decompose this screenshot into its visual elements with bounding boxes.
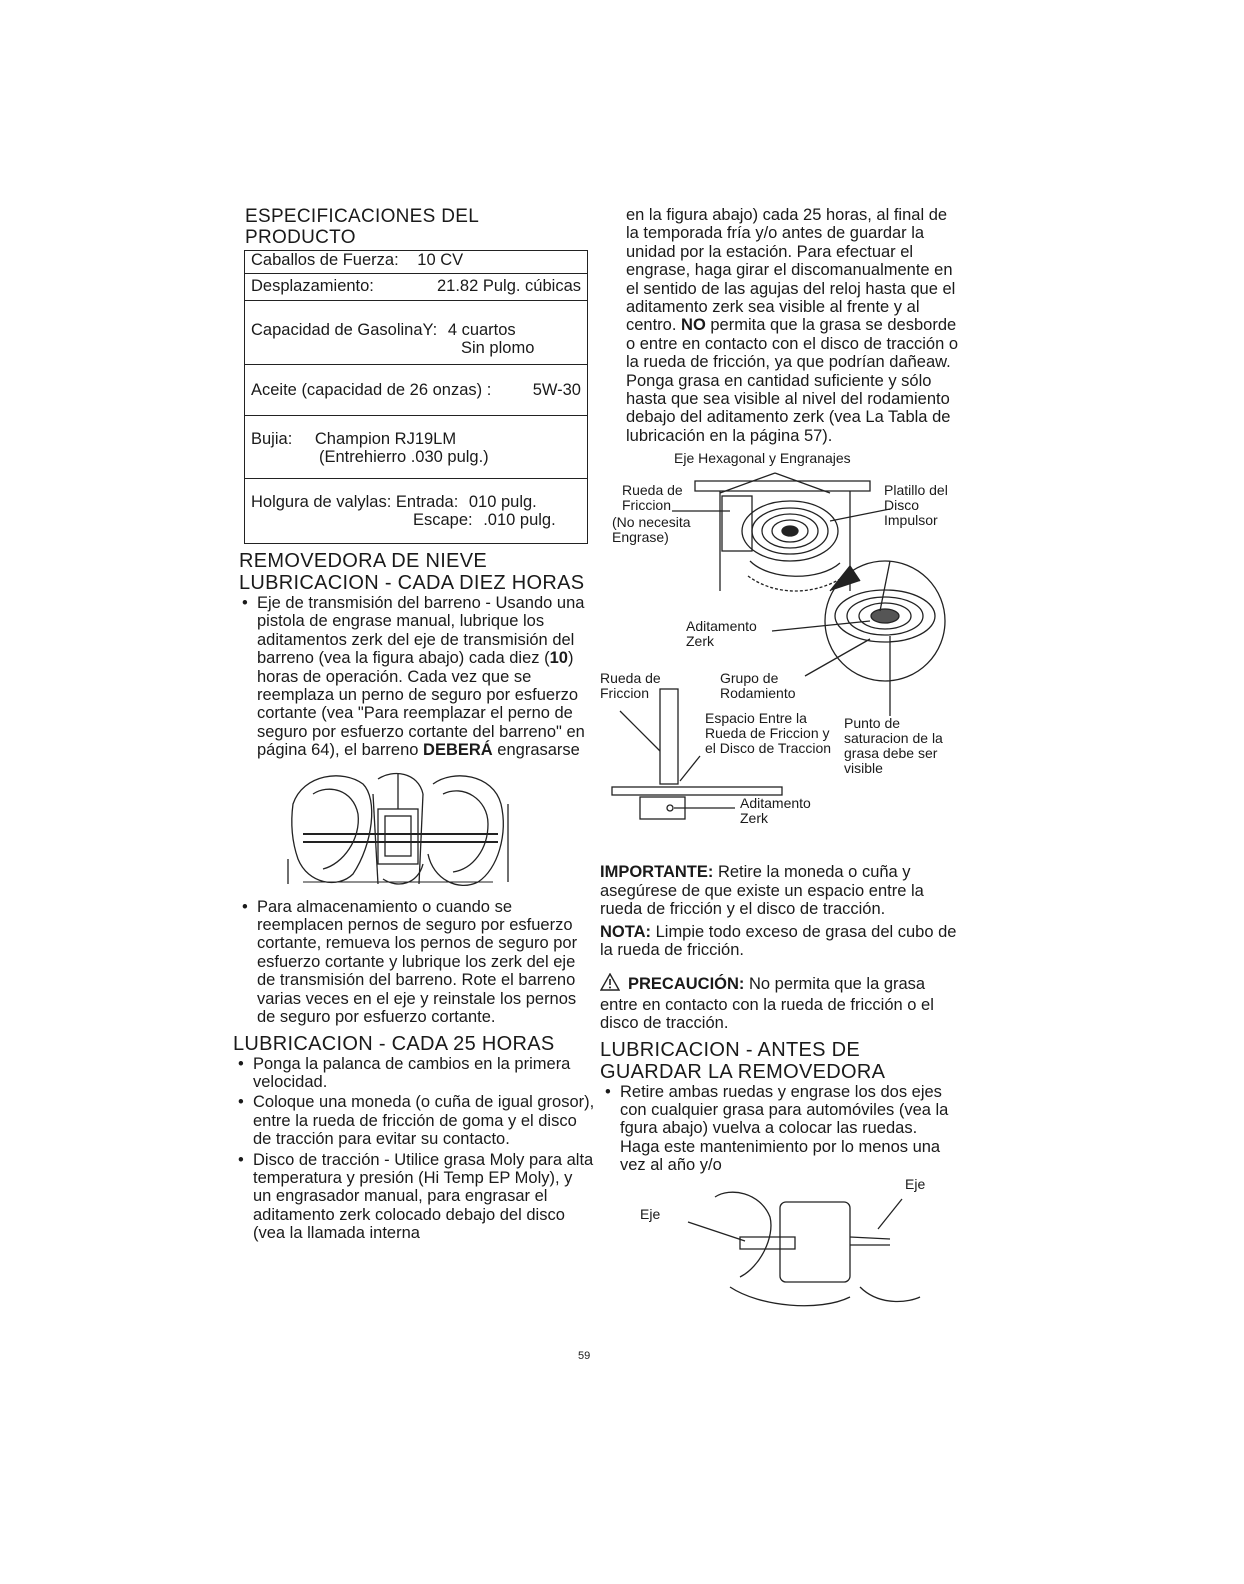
- label-zerk-fitting-2: Aditamento Zerk: [740, 795, 811, 827]
- section-title-snowthrower: REMOVEDORA DE NIEVE: [239, 550, 487, 572]
- spec-row-oil: [245, 365, 587, 416]
- paragraph-text: Limpie todo exceso de grasa del cubo de la rueda de fricción.: [600, 922, 957, 959]
- paragraph-text: permita que la grasa se desborde o entre en contacto con el disco de tracción o la rueda de fricción, ya que podrían dañeaw. Ponga grasa en cantidad suficiente y sólo hasta que sea visible al nivel del rodamiento debajo del aditamento zerk (vea La Tabla de lubricación en la página 57).: [626, 316, 959, 445]
- spec-row-valves: [245, 479, 587, 543]
- ten-hours-list: [233, 594, 595, 760]
- label-saturation-point: Punto de saturacion de la grasa debe ser visible: [844, 715, 943, 777]
- bold-word: NO: [681, 316, 706, 335]
- section-title-ten-hours: LUBRICACION - CADA DIEZ HORAS: [239, 572, 585, 594]
- continuation-paragraph: [600, 206, 960, 445]
- label-no-grease: (No necesita Engrase): [612, 514, 691, 546]
- bullet-text: ) horas de operación. Cada vez que se reemplaza un perno de seguro por esfuerzo cortante (vea "Para reemplazar el perno de seguro por esfuerzo cortante del barreno" en página 64), el barreno: [257, 649, 585, 760]
- right-column: [600, 206, 960, 1317]
- paragraph-text: en la figura abajo) cada 25 horas, al final de la temporada fría y/o antes de guardar la unidad por la estación. Para efectuar el engrase, haga girar el discomanualmente en el sentido de las agujas del reloj hasta que el aditamento zerk sea visible al frente y al centro.: [626, 206, 956, 335]
- bold-number: 10: [549, 649, 568, 668]
- spec-row-power: [245, 251, 587, 274]
- drive-disc-figure: [600, 451, 960, 851]
- page-number: 59: [578, 1350, 591, 1362]
- spec-label: Caballos de Fuerza:: [251, 251, 399, 269]
- label-gap: Espacio Entre la Rueda de Friccion y el Disco de Traccion: [705, 710, 832, 757]
- spec-value: Champion RJ19LM: [314, 430, 457, 448]
- specs-table: [244, 250, 588, 544]
- nota-paragraph: [600, 923, 960, 960]
- precaucion-paragraph: [600, 973, 960, 1032]
- bold-word: DEBERÁ: [423, 741, 493, 760]
- spec-label-2: Escape:: [413, 511, 473, 530]
- 25-hours-list: [233, 1055, 595, 1243]
- caption-hex-shaft: Eje Hexagonal y Engranajes: [674, 450, 851, 467]
- spec-label: Aceite (capacidad de 26 onzas) :: [251, 381, 492, 399]
- importante-label: IMPORTANTE:: [600, 863, 714, 882]
- label-friction-wheel-2: Rueda de Friccion: [600, 670, 661, 702]
- paragraph-text: No permita que la grasa entre en contacto con la rueda de fricción o el disco de tracción.: [600, 975, 934, 1033]
- list-item: • Disco de tracción - Utilice grasa Moly para alta temperatura y presión (Hi Temp EP Moly), y un engrasador manual, para engrasar el aditamento zerk colocado debajo del disco (vea la llamada interna: [233, 1151, 595, 1243]
- list-item: • Para almacenamiento o cuando se reemplacen pernos de seguro por esfuerzo cortante, remueva los pernos de seguro por esfuerzo cortante y lubrique los zerk del eje de transmisión del barreno. Rote el barreno varias veces en el eje y reinstale los pernos de seguro por esfuerzo cortante.: [237, 898, 595, 1027]
- spec-value: 4 cuartos: [447, 321, 516, 339]
- section-title-before-storage: LUBRICACION - ANTES DE GUARDAR LA REMOVEDORA: [600, 1038, 886, 1083]
- spec-value: 010 pulg.: [468, 493, 537, 511]
- importante-paragraph: [600, 863, 960, 918]
- spec-row-fuel: [245, 301, 587, 365]
- list-item: • Retire ambas ruedas y engrase los dos ejes con cualquier grasa para automóviles (vea la fgura abajo) vuelva a colocar las ruedas. Haga este mantenimiento por lo menos una vez al año y/o: [600, 1083, 960, 1175]
- warning-icon: [600, 973, 620, 995]
- precaucion-label: PRECAUCIÓN:: [628, 975, 745, 994]
- auger-figure: [283, 764, 513, 894]
- axle-figure: [620, 1177, 940, 1317]
- label-friction-wheel: Rueda de Friccion: [622, 482, 683, 514]
- left-column: [233, 206, 595, 1245]
- axle-drawing: [620, 1177, 940, 1317]
- list-item: • Ponga la palanca de cambios en la primera velocidad.: [233, 1055, 595, 1092]
- label-zerk-fitting: Aditamento Zerk: [686, 618, 757, 650]
- label-bearing-group: Grupo de Rodamiento: [720, 670, 796, 702]
- bullet-text: Eje de transmisión del barreno - Usando una pistola de engrase manual, lubrique los aditamentos zerk del eje de transmisión del barreno (vea la figura abajo) cada diez (: [257, 594, 585, 668]
- spec-value-2: (Entrehierro .030 pulg.): [319, 448, 489, 467]
- label-axle-right: Eje: [905, 1175, 926, 1192]
- label-drive-disc-plate: Platillo del Disco Impulsor: [884, 482, 948, 529]
- spec-row-displacement: [245, 274, 587, 301]
- list-item: [237, 594, 595, 760]
- spec-value-2: Sin plomo: [461, 339, 535, 358]
- bullet-text: engrasarse: [492, 741, 580, 760]
- storage-list: [233, 898, 595, 1027]
- section-title-25-hours: LUBRICACION - CADA 25 HORAS: [233, 1032, 555, 1055]
- nota-label: NOTA:: [600, 922, 652, 941]
- spec-value: 21.82 Pulg. cúbicas: [436, 277, 581, 295]
- spec-label: Holgura de valylas: Entrada:: [251, 493, 459, 511]
- before-storage-list: [600, 1083, 960, 1175]
- auger-drawing: [283, 764, 513, 894]
- spec-value-2: .010 pulg.: [483, 511, 556, 530]
- list-item: • Coloque una moneda (o cuña de igual grosor), entre la rueda de fricción de goma y el disco de tracción para evitar su contacto.: [233, 1093, 595, 1148]
- label-axle-left: Eje: [640, 1205, 661, 1222]
- spec-value: 5W-30: [532, 381, 581, 399]
- spec-row-sparkplug: [245, 416, 587, 479]
- spec-label: Capacidad de GasolinaY:: [251, 321, 438, 339]
- specs-title: ESPECIFICACIONES DEL PRODUCTO: [245, 206, 479, 248]
- paragraph-text: Retire la moneda o cuña y asegúrese de que existe un espacio entre la rueda de fricción y el disco de tracción.: [600, 863, 924, 919]
- spec-label: Desplazamiento:: [251, 277, 374, 295]
- spec-value: 10 CV: [417, 251, 464, 269]
- spec-label: Bujia:: [251, 430, 293, 448]
